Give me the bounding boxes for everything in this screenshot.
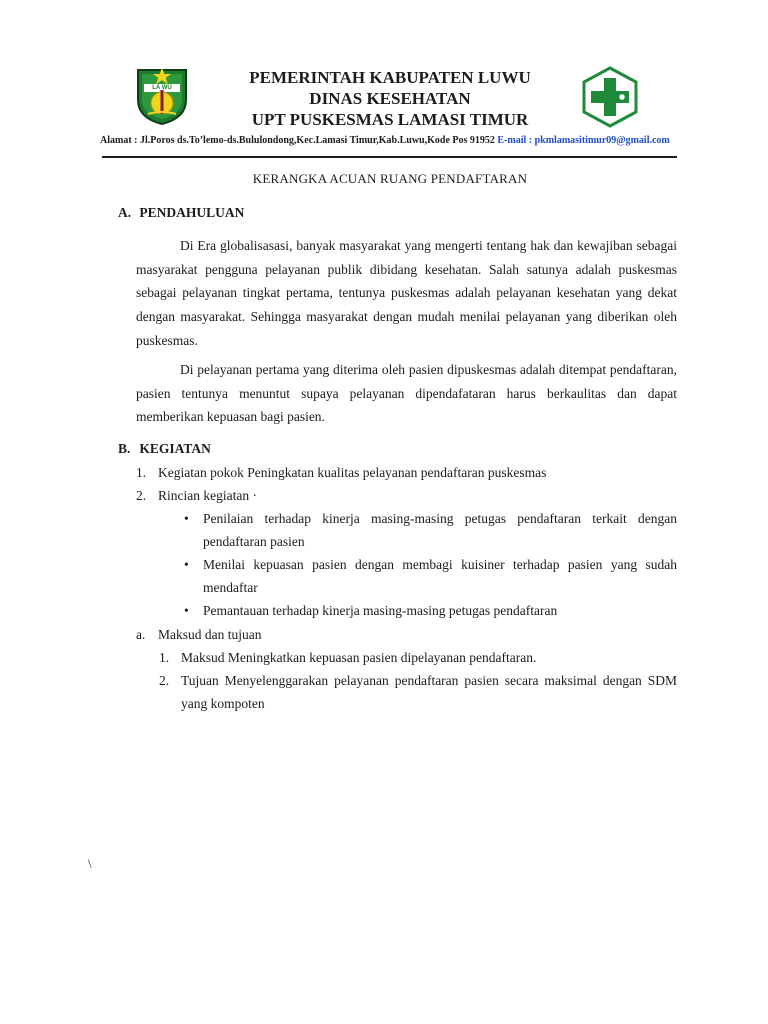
- subsection-a-heading: [136, 623, 262, 646]
- subsection-letter: a.: [136, 627, 146, 642]
- bullet-icon: •: [184, 511, 189, 526]
- section-a-paragraph-1: Di Era globalisasasi, banyak masyarakat yang mengerti tentang hak dan kewajiban sebagai masyarakat pengguna pelayanan publik dibidang kesehatan. Salah satunya adalah puskesmas sebagai pelayanan tingkat pertama, tentunya puskesmas adalah pelayanan kesehatan yang dekat dengan masyarakat. Sehingga masyarakat dengan mudah menilai pelayanan yang diberikan oleh puskesmas.: [136, 238, 677, 348]
- list-text: Kegiatan pokok Peningkatan kualitas pelayanan pendaftaran puskesmas: [158, 465, 547, 480]
- luwu-regency-crest-icon: [134, 66, 190, 126]
- list-number: 2.: [136, 488, 147, 503]
- bullet-text: Penilaian terhadap kinerja masing-masing petugas pendaftaran terkait dengan pendaftaran pasien: [203, 511, 677, 549]
- bullet-item: [184, 507, 677, 553]
- header-department: DINAS KESEHATAN: [309, 89, 471, 108]
- section-a-heading: [118, 205, 244, 221]
- email-link[interactable]: E-mail : pkmlamasitimur09@gmail.com: [497, 135, 670, 146]
- bullet-text: Menilai kepuasan pasien dengan membagi kuisiner terhadap pasien yang sudah mendaftar: [203, 557, 677, 595]
- stray-character: \: [88, 856, 92, 871]
- address-text: Alamat : Jl.Poros ds.To’lemo-ds.Bululondong,Kec.Lamasi Timur,Kab.Luwu,Kode Pos 91952: [100, 135, 495, 146]
- bullet-icon: •: [184, 603, 189, 618]
- header-puskesmas: UPT PUSKESMAS LAMASI TIMUR: [251, 110, 529, 129]
- section-a-paragraph-2: Di pelayanan pertama yang diterima oleh pasien dipuskesmas adalah ditempat pendaftaran, pasien tentunya menuntut supaya pelayanan dipendafataran harus berkaulitas dan dapat memberikan kepuasan bagi pasien.: [136, 362, 677, 425]
- puskesmas-cross-icon: [580, 66, 640, 128]
- address-line: [100, 135, 680, 147]
- list-item: [159, 669, 677, 715]
- section-a-letter: A.: [118, 205, 132, 220]
- list-item: [136, 461, 546, 484]
- section-b-heading: [118, 441, 211, 457]
- section-b-title: KEGIATAN: [139, 441, 211, 456]
- list-number: 2.: [159, 673, 170, 688]
- document-title: KERANGKA ACUAN RUANG PENDAFTARAN: [252, 171, 528, 186]
- list-text: Tujuan Menyelenggarakan pelayanan pendaftaran pasien secara maksimal dengan SDM yang kompoten: [181, 673, 677, 711]
- list-item: [136, 484, 257, 507]
- list-text: Rincian kegiatan ·: [158, 488, 257, 503]
- bullet-item: [184, 553, 677, 599]
- list-number: 1.: [136, 465, 147, 480]
- header-divider: [102, 156, 677, 158]
- section-b-letter: B.: [118, 441, 131, 456]
- bullet-item: [184, 599, 677, 622]
- bullet-text: Pemantauan terhadap kinerja masing-masing petugas pendaftaran: [203, 603, 558, 618]
- crest-label: LA WU: [152, 85, 172, 91]
- bullet-icon: •: [184, 557, 189, 572]
- subsection-title: Maksud dan tujuan: [158, 627, 262, 642]
- header-government: PEMERINTAH KABUPATEN LUWU: [249, 68, 531, 87]
- list-number: 1.: [159, 650, 170, 665]
- list-item: [159, 646, 677, 669]
- list-text: Maksud Meningkatkan kepuasan pasien dipelayanan pendaftaran.: [181, 650, 537, 665]
- section-a-title: PENDAHULUAN: [139, 205, 245, 220]
